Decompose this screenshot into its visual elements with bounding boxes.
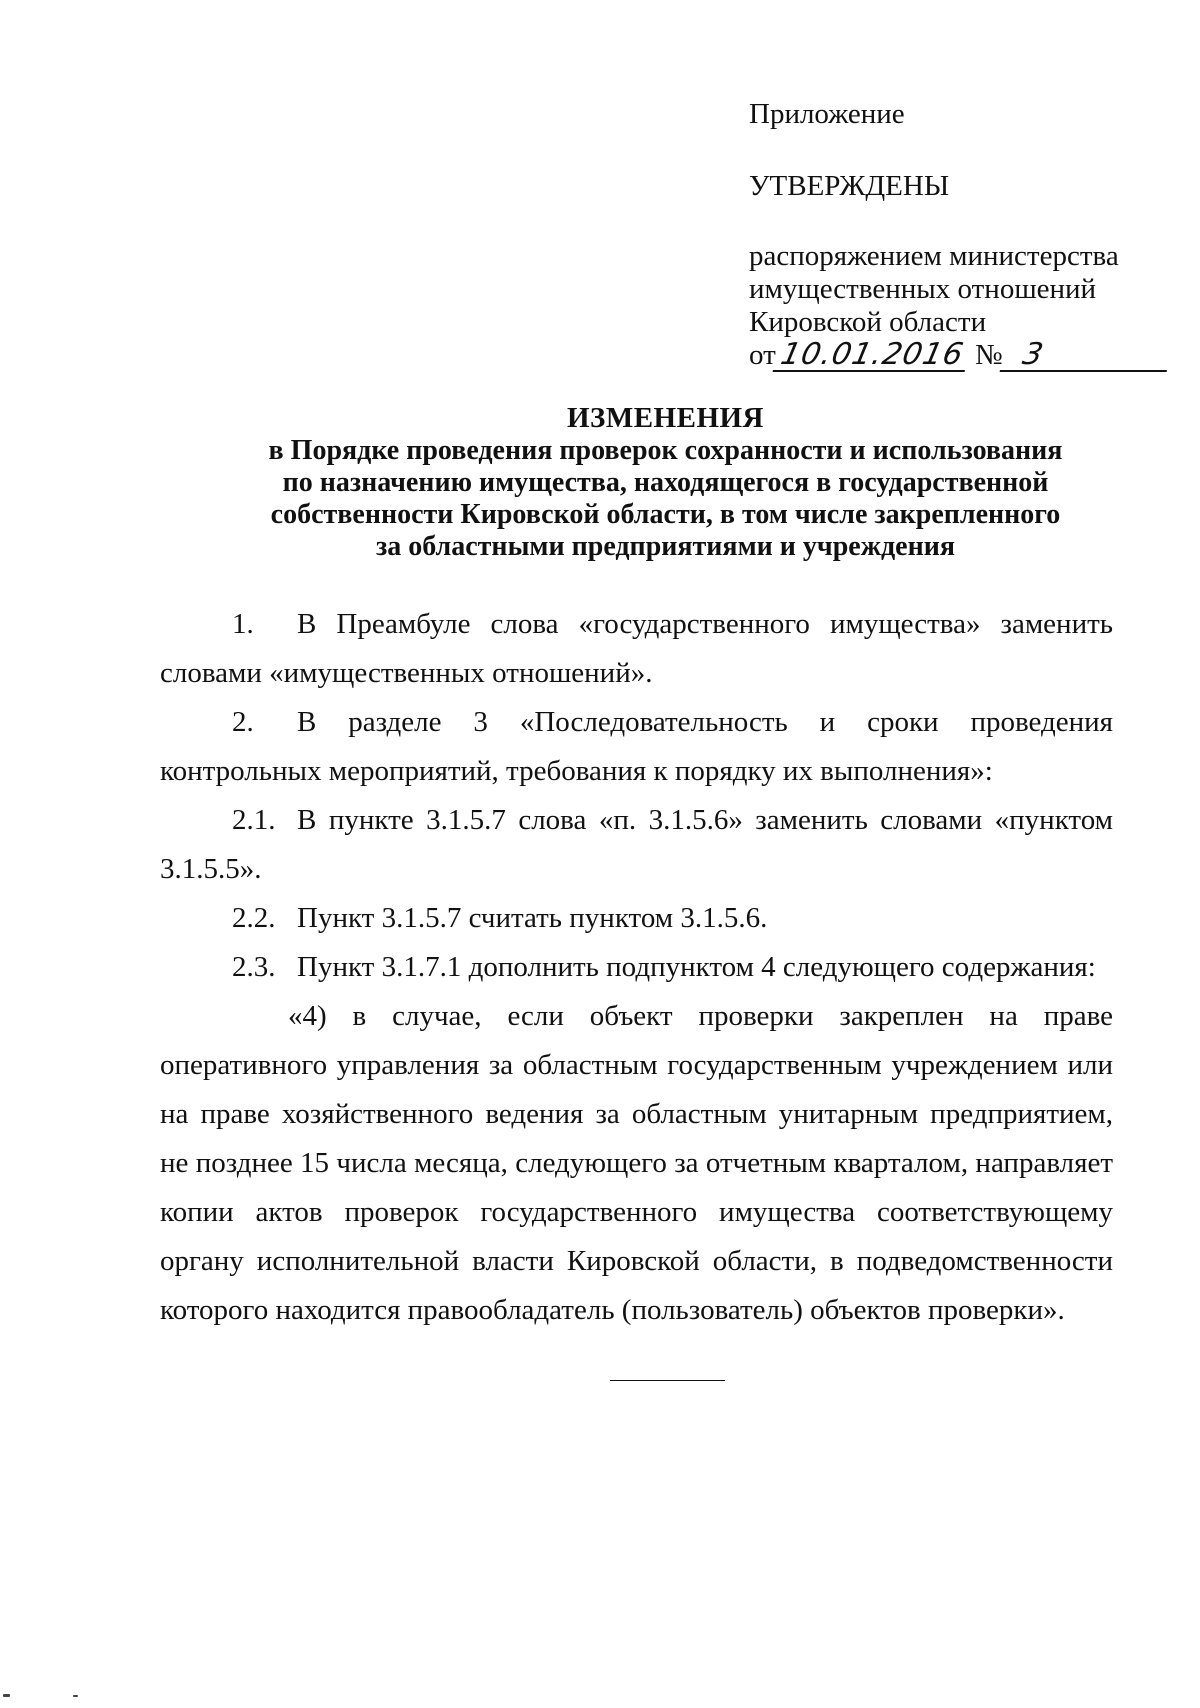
item-1 [160,600,1113,698]
quote-text: «4) в случае, если объект проверки закреплен на праве оперативного управления за областным государственным учреждением или на праве хозяйственного ведения за областным унитарным предприятием, не позднее 15 числа месяца, следующего за отчетным кварталом, направляет копии актов проверок государственного имущества соответствующему органу исполнительной власти Кировской области, в подведомственности которого находится правообладатель (пользователь) объектов проверки». [160,1000,1113,1326]
item-2-3 [160,943,1113,992]
approved-label: УТВЕРЖДЕНЫ [749,170,950,202]
item-number: 2. [232,706,254,738]
item-2 [160,698,1113,796]
handwritten-date: 10.01.2016 [772,340,971,372]
item-number: 2.2. [232,902,276,934]
handwritten-number: 3 [999,340,1173,372]
basis-line: имущественных отношений [749,273,1097,305]
subtitle-line: собственности Кировской области, в том числе закрепленного [270,499,1061,530]
item-text: Пункт 3.1.5.7 считать пунктом 3.1.5.6. [297,902,768,934]
quoted-subclause [160,992,1113,1335]
subtitle-line: за областными предприятиями и учреждения [375,531,956,562]
date-number-line [749,339,1170,372]
item-2-1 [160,796,1113,894]
basis-line: Кировской области [749,306,987,338]
item-number: 1. [232,608,254,640]
subtitle-line: в Порядке проведения проверок сохранности и использования [268,435,1063,466]
item-text: В разделе 3 «Последовательность и сроки проведения контрольных мероприятий, требования к порядку их выполнения»: [160,706,1113,787]
item-number: 2.3. [232,951,276,983]
approval-basis [749,240,1119,339]
annex-label: Приложение [749,98,905,130]
item-text: В Преамбуле слова «государственного имущества» заменить словами «имущественных отношений». [160,608,1113,689]
document-title [160,402,1171,563]
subtitle-line: по назначению имущества, находящегося в государственной [282,467,1049,498]
number-prefix: № [975,339,1003,371]
item-number: 2.1. [232,804,276,836]
scan-artifact [73,1695,78,1697]
main-title: ИЗМЕНЕНИЯ [566,402,765,434]
date-prefix: от [749,339,776,371]
item-text: В пункте 3.1.5.7 слова «п. 3.1.5.6» заменить словами «пунктом 3.1.5.5». [160,804,1113,885]
end-divider [610,1380,725,1381]
basis-line: распоряжением министерства [749,240,1119,272]
scan-artifact [3,1694,10,1697]
item-text: Пункт 3.1.7.1 дополнить подпунктом 4 следующего содержания: [297,951,1096,983]
item-2-2 [160,894,1113,943]
